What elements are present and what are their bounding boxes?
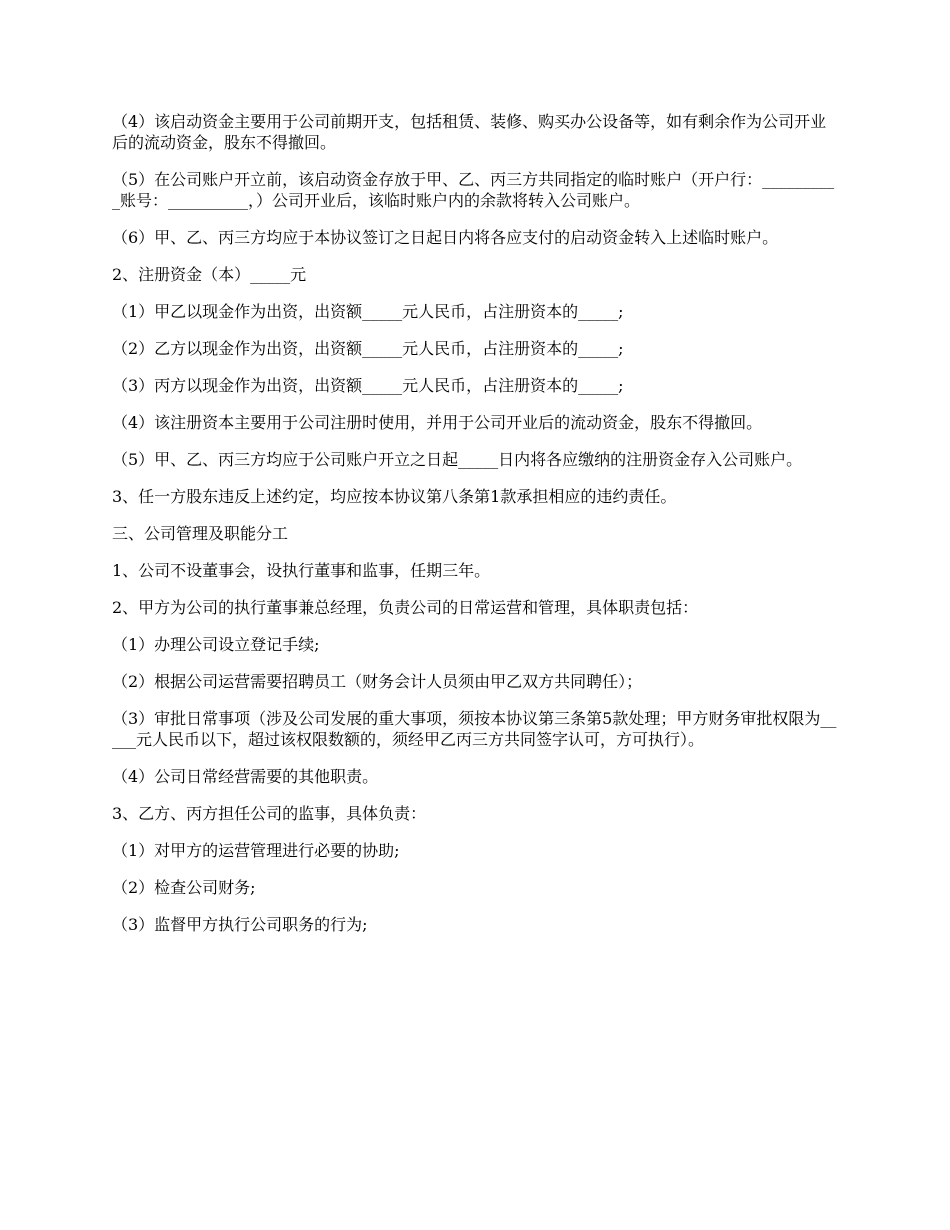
document-page bbox=[112, 111, 842, 951]
paragraph-party-c-contribution: （3）丙方以现金作为出资，出资额_____元人民币，占注册资本的_____; bbox=[112, 376, 624, 395]
paragraph-executive-director: 2、甲方为公司的执行董事兼总经理，负责公司的日常运营和管理，具体职责包括： bbox=[112, 598, 699, 617]
paragraph-no-board: 1、公司不设董事会，设执行董事和监事，任期三年。 bbox=[112, 561, 491, 580]
paragraph-startup-fund-usage: （4）该启动资金主要用于公司前期开支，包括租赁、装修、购买办公设备等，如有剩余作为公司开业后的流动资金，股东不得撤回。 bbox=[112, 112, 827, 152]
paragraph-party-a-contribution: （1）甲乙以现金作为出资，出资额_____元人民币，占注册资本的_____; bbox=[112, 302, 624, 321]
paragraph-transfer-deadline: （6）甲、乙、丙三方均应于本协议签订之日起日内将各应支付的启动资金转入上述临时账户。 bbox=[112, 228, 779, 247]
paragraph-recruitment-duty: （2）根据公司运营需要招聘员工（财务会计人员须由甲乙双方共同聘任）； bbox=[112, 672, 643, 691]
section-heading-management: 三、公司管理及职能分工 bbox=[112, 524, 289, 543]
paragraph-audit-duty: （2）检查公司财务; bbox=[112, 878, 256, 897]
paragraph-supervisors: 3、乙方、丙方担任公司的监事，具体负责： bbox=[112, 804, 427, 823]
paragraph-party-b-contribution: （2）乙方以现金作为出资，出资额_____元人民币，占注册资本的_____; bbox=[112, 339, 624, 358]
paragraph-registration-duty: （1）办理公司设立登记手续; bbox=[112, 635, 320, 654]
paragraph-oversight-duty: （3）监督甲方执行公司职务的行为; bbox=[112, 915, 368, 934]
paragraph-capital-deposit: （5）甲、乙、丙三方均应于公司账户开立之日起_____日内将各应缴纳的注册资金存入公司账户。 bbox=[112, 450, 803, 469]
paragraph-approval-duty: （3）审批日常事项（涉及公司发展的重大事项，须按本协议第三条第5款处理；甲方财务审批权限为_____元人民币以下，超过该权限数额的，须经甲乙丙三方共同签字认可，方可执行）。 bbox=[112, 709, 837, 749]
section-registered-capital: 2、注册资金（本）_____元 bbox=[112, 265, 307, 284]
paragraph-other-duties: （4）公司日常经营需要的其他职责。 bbox=[112, 767, 379, 786]
paragraph-capital-usage: （4）该注册资本主要用于公司注册时使用，并用于公司开业后的流动资金，股东不得撤回。 bbox=[112, 413, 763, 432]
paragraph-assist-duty: （1）对甲方的运营管理进行必要的协助; bbox=[112, 841, 400, 860]
paragraph-temporary-account: （5）在公司账户开立前，该启动资金存放于甲、乙、丙三方共同指定的临时账户（开户行：__________账号：__________，）公司开业后，该临时账户内的余款将转入公司账户。 bbox=[112, 170, 835, 210]
paragraph-breach-liability: 3、任一方股东违反上述约定，均应按本协议第八条第1款承担相应的违约责任。 bbox=[112, 487, 677, 506]
